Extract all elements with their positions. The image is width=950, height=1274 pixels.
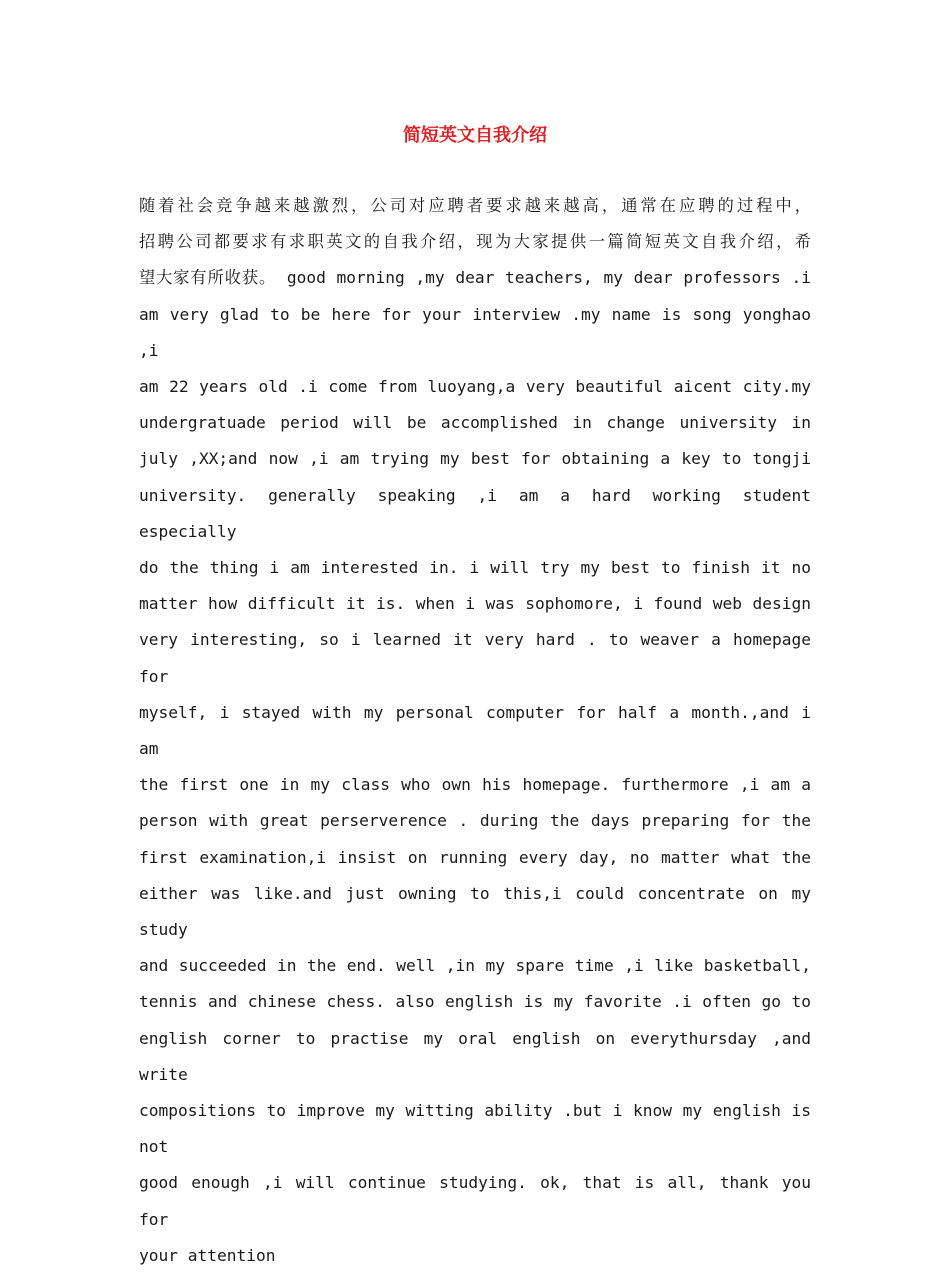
body-line: july ,XX;and now ,i am trying my best for obtaining a key to tongji <box>139 449 811 469</box>
body-line: am very glad to be here for your interview .my name is song yonghao ,i <box>139 304 811 360</box>
body-line: do the thing i am interested in. i will try my best to finish it no <box>139 558 811 578</box>
body-line: 随着社会竞争越来越激烈，公司对应聘者要求越来越高，通常在应聘的过程中， <box>139 196 811 215</box>
body-line: very interesting, so i learned it very hard . to weaver a homepage for <box>139 630 811 686</box>
body-line: myself, i stayed with my personal computer for half a month.,and i am <box>139 702 811 759</box>
body-line: good enough ,i will continue studying. ok, that is all, thank you for <box>139 1173 811 1229</box>
body-line: the first one in my class who own his homepage. furthermore ,i am a <box>139 775 811 795</box>
body-line: compositions to improve my witting ability .but i know my english is not <box>139 1101 811 1157</box>
body-line: person with great perserverence . during the days preparing for the <box>139 811 811 831</box>
body-line: 招聘公司都要求有求职英文的自我介绍，现为大家提供一篇简短英文自我介绍，希 <box>139 232 811 252</box>
body-line: 望大家有所收获。 good morning ,my dear teachers, my dear professors .i <box>139 268 811 288</box>
body-line: your attention <box>139 1245 276 1265</box>
body-line: am 22 years old .i come from luoyang,a very beautiful aicent city.my <box>139 377 811 397</box>
body-line: undergratuade period will be accomplished in change university in <box>139 413 811 433</box>
document-title: 简短英文自我介绍 <box>403 125 547 146</box>
body-line: either was like.and just owning to this,i could concentrate on my study <box>139 883 811 940</box>
body-line: university. generally speaking ,i am a hard working student especially <box>139 485 811 541</box>
body-line: and succeeded in the end. well ,in my spare time ,i like basketball, <box>139 956 811 976</box>
body-line: english corner to practise my oral english on everythursday ,and write <box>139 1028 811 1084</box>
body-line: matter how difficult it is. when i was sophomore, i found web design <box>139 594 811 614</box>
body-line: first examination,i insist on running every day, no matter what the <box>139 847 811 867</box>
body-line: tennis and chinese chess. also english is my favorite .i often go to <box>139 992 811 1012</box>
document-body <box>139 188 811 1274</box>
